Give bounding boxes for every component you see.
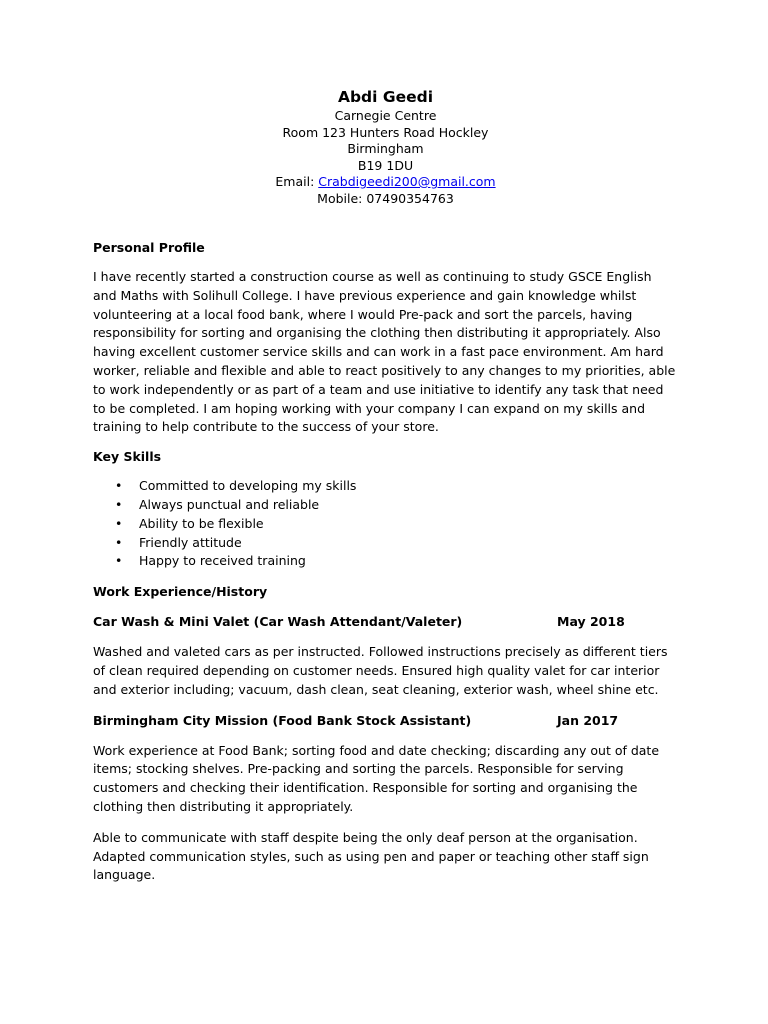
bullet-icon: • bbox=[115, 534, 123, 550]
job-role: Birmingham City Mission (Food Bank Stock Assistant) bbox=[93, 712, 472, 728]
bullet-icon: • bbox=[115, 478, 123, 494]
address-postcode: B19 1DU bbox=[357, 157, 414, 173]
email-line bbox=[93, 174, 678, 191]
address-city: Birmingham bbox=[347, 141, 424, 156]
list-item bbox=[93, 515, 678, 534]
key-skills-heading: Key Skills bbox=[93, 449, 162, 465]
list-item bbox=[93, 552, 678, 571]
work-experience-heading: Work Experience/History bbox=[93, 584, 268, 600]
email-link[interactable]: Crabdigeedi200@gmail.com bbox=[318, 174, 496, 189]
job-description: Washed and valeted cars as per instructed. Followed instructions precisely as different tiers of clean required depending on customer needs. Ensured high quality valet for car interior and exterior including; vacuum, dash clean, seat cleaning, exterior wash, wheel shine etc. bbox=[93, 644, 668, 697]
skill-text: Ability to be flexible bbox=[139, 515, 264, 531]
job-date: May 2018 bbox=[557, 614, 625, 630]
skill-text: Happy to received training bbox=[139, 553, 306, 569]
mobile-line: Mobile: 07490354763 bbox=[317, 190, 454, 206]
job-description: Able to communicate with staff despite being the only deaf person at the organisation. Adapted communication styles, such as using pen and paper or teaching other staff sign language. bbox=[93, 829, 649, 883]
address-line-2: Room 123 Hunters Road Hockley bbox=[282, 124, 489, 140]
skill-text: Committed to developing my skills bbox=[139, 478, 357, 494]
bullet-icon: • bbox=[115, 553, 123, 569]
resume-document bbox=[93, 86, 678, 885]
list-item bbox=[93, 477, 678, 496]
list-item bbox=[93, 534, 678, 553]
email-label: Email: bbox=[275, 174, 319, 189]
job-date: Jan 2017 bbox=[557, 712, 619, 728]
address-line-1: Carnegie Centre bbox=[334, 108, 437, 123]
skill-text: Always punctual and reliable bbox=[139, 496, 320, 512]
list-item bbox=[93, 496, 678, 515]
applicant-name: Abdi Geedi bbox=[337, 88, 434, 106]
job-description: Work experience at Food Bank; sorting food and date checking; discarding any out of date items; stocking shelves. Pre-packing and sorting the parcels. Responsible for serving customers and checking their identification. Responsible for sorting and organising the clothing then distributing it appropriately. bbox=[93, 742, 660, 814]
job-heading bbox=[93, 614, 678, 630]
skills-list bbox=[93, 477, 678, 571]
job-heading bbox=[93, 713, 678, 729]
skill-text: Friendly attitude bbox=[139, 534, 242, 550]
bullet-icon: • bbox=[115, 515, 123, 531]
bullet-icon: • bbox=[115, 496, 123, 512]
resume-header bbox=[93, 86, 678, 207]
personal-profile-heading: Personal Profile bbox=[93, 240, 205, 255]
personal-profile-text: I have recently started a construction course as well as continuing to study GSCE English and Maths with Solihull College. I have previous experience and gain knowledge whilst volunteering at a local food bank, where I would Pre-pack and sort the parcels, having responsibility for sorting and organising the clothing then distributing it appropriately. Also having excellent customer service skills and can work in a fast pace environment. Am hard worker, reliable and flexible and able to react positively to any changes to my priorities, able to work independently or as part of a team and use initiative to identify any task that need to be completed. I am hoping working with your company I can expand on my skills and training to help contribute to the success of your store. bbox=[93, 269, 676, 435]
job-role: Car Wash & Mini Valet (Car Wash Attendant/Valeter) bbox=[93, 614, 463, 630]
